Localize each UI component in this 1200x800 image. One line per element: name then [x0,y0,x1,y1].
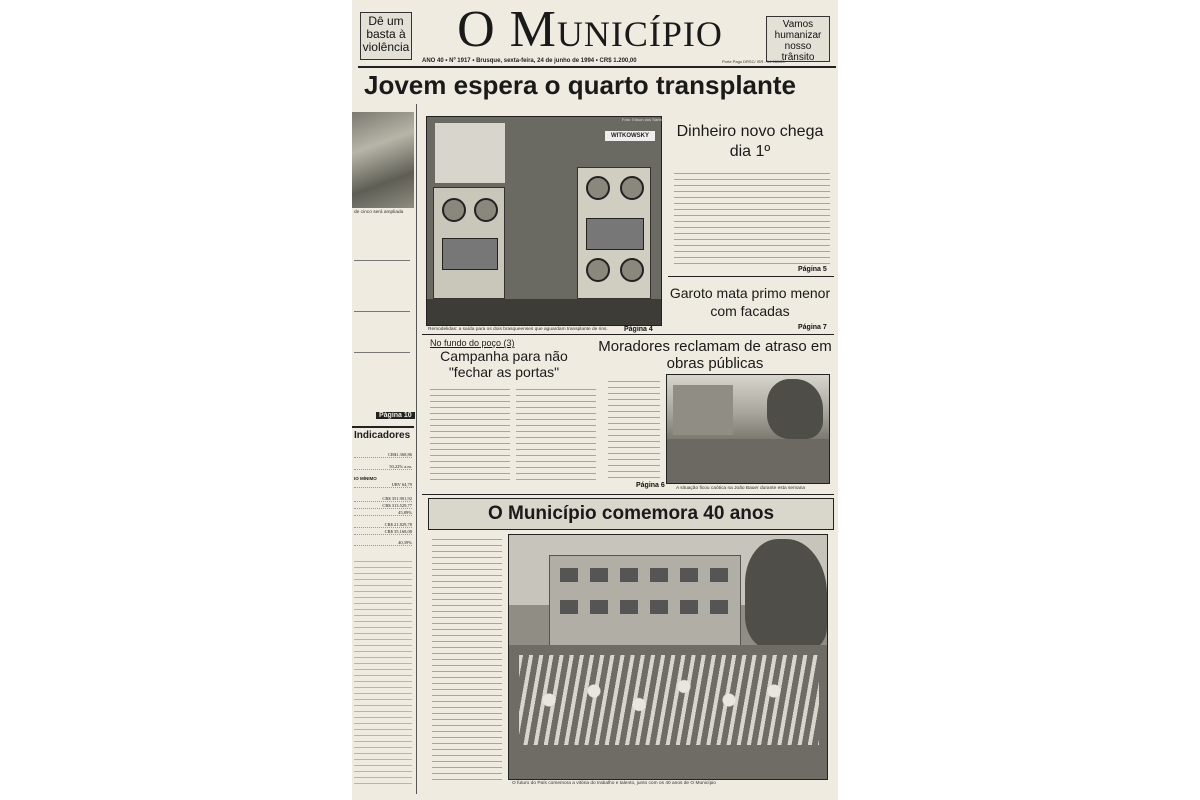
dinheiro-body [674,168,830,266]
postage-note: Porte Pago DRSC/ ISR - 14.560/89 [722,59,785,64]
floor [427,299,661,325]
indicators-title: Indicadores [354,430,411,441]
indicator-row: 40,39% [354,540,412,546]
left-column-divider [416,104,417,794]
newspaper-page [352,0,838,800]
left-photo-caption: de cinco será ampliada [354,210,404,215]
transplant-photo [426,116,662,326]
machine-left [433,187,505,299]
anniversary-caption: O futuro do País comemora a vitória do trabalho e talento, junto com os 40 anos de O Município [512,781,716,786]
transplant-page-ref: Página 4 [624,326,653,333]
indicator-row: URV 64,79 [354,482,412,488]
left-column-photo [352,112,414,208]
salary-label: IO MÍNIMO [354,476,377,481]
school-building [549,555,741,647]
dinheiro-headline: Dinheiro novo chega dia 1º [676,123,824,160]
indicator-row: CR$ 351.901,92 [354,496,412,502]
campanha-page-ref: Página 6 [636,482,665,489]
left-column-tables [354,556,412,788]
anniversary-headline: O Município comemora 40 anos [428,498,834,530]
crowd [519,655,819,745]
indicator-list [352,446,414,546]
main-headline: Jovem espera o quarto transplante [364,70,797,100]
left-page-ref: Página 10 [376,412,415,419]
indicator-row: CR$ 35.168,08 [354,529,412,535]
anniversary-photo [508,534,828,780]
tree [767,379,823,439]
moradores-photo [666,374,830,484]
indicators-rule [352,426,414,428]
transplant-photo-credit: Foto: Edson dos Santos [622,117,665,122]
moradores-caption: A situação ficou caótica na João Bauer durante esta semana [676,486,806,491]
masthead-title: O Município [457,1,723,58]
campanha-body-left [430,384,510,482]
anniversary-body [432,534,502,782]
garoto-page-ref: Página 7 [798,324,827,331]
indicator-row: CR$ 21.829,78 [354,522,412,528]
dinheiro-rule [668,276,834,277]
road-mud [667,439,829,483]
upper-section-rule [422,334,834,335]
building [673,385,733,435]
transplant-caption: Remodelidas: a saída para os dois brasqueenses que aguardam transplante de rins. [428,327,608,332]
window-panel [435,123,505,183]
masthead-right-box: Vamos humanizar nosso trânsito [766,16,830,62]
campanha-kicker: No fundo do poço (3) [430,338,515,348]
trees [745,539,827,649]
photo-sign: WITKOWSKY [605,131,655,141]
campanha-headline: Campanha para não "fechar as portas" [440,348,568,380]
indicator-row: CR$ 313.529,77 [354,503,412,509]
garoto-headline: Garoto mata primo menor com facadas [669,285,831,319]
moradores-body [608,376,660,480]
campanha-body-right [516,384,596,482]
left-column-teasers [354,220,410,410]
edition-line: ANO 40 • Nº 1917 • Brusque, sexta-feira, 24 de junho de 1994 • CR$ 1.200,00 [422,58,637,64]
indicator-row: CR$1.368,86 [354,452,412,458]
moradores-headline: Moradores reclamam de atraso em obras públicas [598,338,832,372]
indicator-row: 50,22% a.m. [354,464,412,470]
indicator-row: 45,89% [354,510,412,516]
dinheiro-page-ref: Página 5 [798,266,827,273]
machine-right [577,167,651,299]
masthead-left-box: Dê um basta à violência [360,12,412,60]
middle-section-rule [422,494,834,495]
